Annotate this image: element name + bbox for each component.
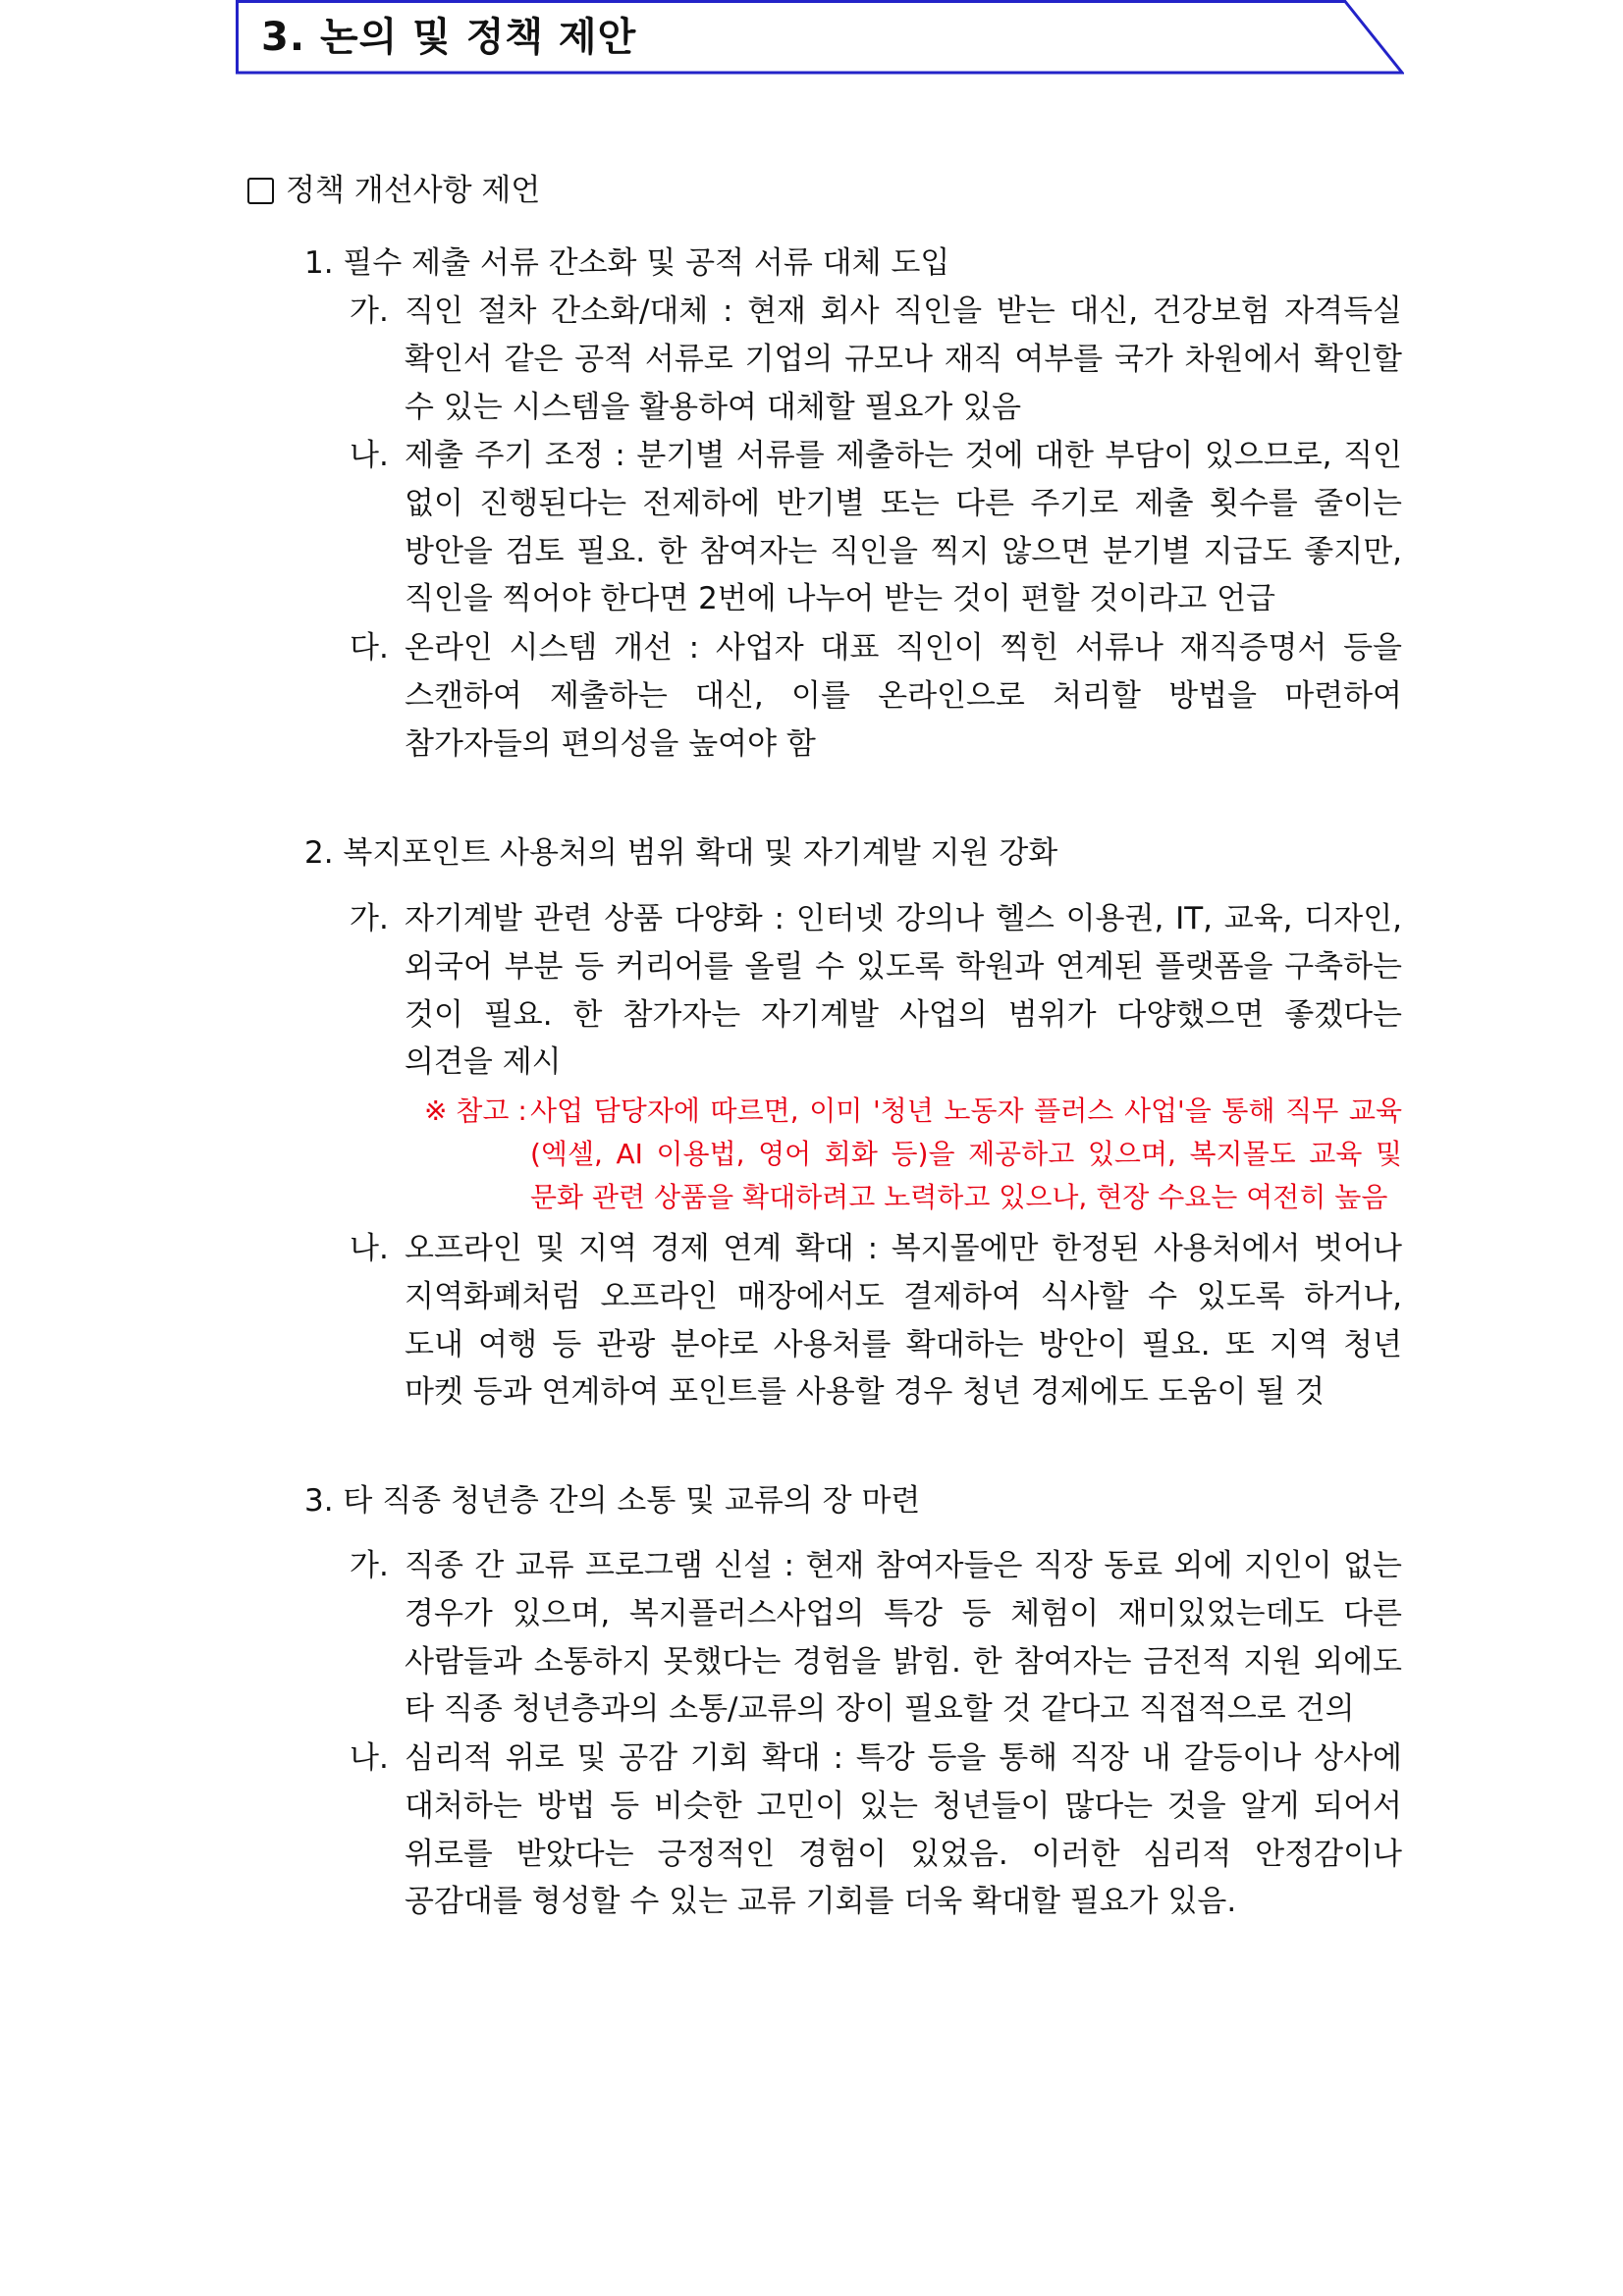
item-2-sub-a xyxy=(350,895,1402,1087)
item-1-heading: 1. 필수 제출 서류 간소화 및 공적 서류 대체 도입 xyxy=(304,245,950,281)
sub-marker: 가. xyxy=(350,294,389,329)
item-1-sub-b xyxy=(350,432,1402,623)
sub-text: 심리적 위로 및 공감 기회 확대 : 특강 등을 통해 직장 내 갈등이나 상사에 대처하는 방법 등 비슷한 고민이 있는 청년들이 많다는 것을 알게 되어서 위로를 받았다는 긍정적인 경험이 있었음. 이러한 심리적 안정감이나 공감대를 형성할 수 있는 교류 기회를 더욱 확대할 필요가 있음. xyxy=(405,1740,1402,1920)
sub-marker: 가. xyxy=(350,901,389,936)
item-3-sub-b xyxy=(350,1735,1402,1926)
sub-text: 온라인 시스템 개선 : 사업자 대표 직인이 찍힌 서류나 재직증명서 등을 스캔하여 제출하는 대신, 이를 온라인으로 처리할 방법을 마련하여 참가자들의 편의성을 높여야 함 xyxy=(405,630,1402,762)
reference-note xyxy=(424,1090,1402,1219)
sub-text: 제출 주기 조정 : 분기별 서류를 제출하는 것에 대한 부담이 있으므로, 직인 없이 진행된다는 전제하에 반기별 또는 다른 주기로 제출 횟수를 줄이는 방안을 검토 필요. 한 참여자는 직인을 찍지 않으면 분기별 지급도 좋지만, 직인을 찍어야 한다면 2번에 나누어 받는 것이 편할 것이라고 언급 xyxy=(405,438,1402,617)
sub-marker: 나. xyxy=(350,1740,389,1776)
sub-marker: 나. xyxy=(350,1231,389,1266)
sub-marker: 다. xyxy=(350,630,389,666)
sub-text: 직인 절차 간소화/대체 : 현재 회사 직인을 받는 대신, 건강보험 자격득실 확인서 같은 공적 서류로 기업의 규모나 재직 여부를 국가 차원에서 확인할 수 있는 시스템을 활용하여 대체할 필요가 있음 xyxy=(405,294,1402,425)
section-heading xyxy=(247,167,540,214)
item-3-sub-a xyxy=(350,1542,1402,1734)
sub-text: 직종 간 교류 프로그램 신설 : 현재 참여자들은 직장 동료 외에 지인이 없는 경우가 있으며, 복지플러스사업의 특강 등 체험이 재미있었는데도 다른 사람들과 소통하지 못했다는 경험을 밝힘. 한 참여자는 금전적 지원 외에도 타 직종 청년층과의 소통/교류의 장이 필요할 것 같다고 직접적으로 건의 xyxy=(405,1548,1402,1728)
note-text: 사업 담당자에 따르면, 이미 '청년 노동자 플러스 사업'을 통해 직무 교육(엑셀, AI 이용법, 영어 회화 등)을 제공하고 있으며, 복지몰도 교육 및 문화 관련 상품을 확대하려고 노력하고 있으나, 현장 수요는 여전히 높음 xyxy=(530,1095,1402,1213)
sub-marker: 나. xyxy=(350,438,389,473)
sub-marker: 가. xyxy=(350,1548,389,1583)
note-marker: ※ 참고 : xyxy=(424,1095,527,1127)
sub-text: 오프라인 및 지역 경제 연계 확대 : 복지몰에만 한정된 사용처에서 벗어나 지역화폐처럼 오프라인 매장에서도 결제하여 식사할 수 있도록 하거나, 도내 여행 등 관광 분야로 사용처를 확대하는 방안이 필요. 또 지역 청년 마켓 등과 연계하여 포인트를 사용할 경우 청년 경제에도 도움이 될 것 xyxy=(405,1231,1402,1411)
checkbox-icon xyxy=(247,178,274,204)
item-2-heading: 2. 복지포인트 사용처의 범위 확대 및 자기계발 지원 강화 xyxy=(304,835,1058,871)
item-3-heading: 3. 타 직종 청년층 간의 소통 및 교류의 장 마련 xyxy=(304,1483,921,1519)
item-1-sub-c xyxy=(350,624,1402,768)
item-1-sub-a xyxy=(350,288,1402,431)
item-2-sub-b xyxy=(350,1225,1402,1416)
sub-text: 자기계발 관련 상품 다양화 : 인터넷 강의나 헬스 이용권, IT, 교육, 디자인, 외국어 부분 등 커리어를 올릴 수 있도록 학원과 연계된 플랫폼을 구축하는 것이 필요. 한 참가자는 자기계발 사업의 범위가 다양했으면 좋겠다는 의견을 제시 xyxy=(405,901,1402,1081)
section-heading-text: 정책 개선사항 제언 xyxy=(286,173,541,208)
page-title: 3. 논의 및 정책 제안 xyxy=(261,15,637,60)
title-box xyxy=(236,0,1404,75)
